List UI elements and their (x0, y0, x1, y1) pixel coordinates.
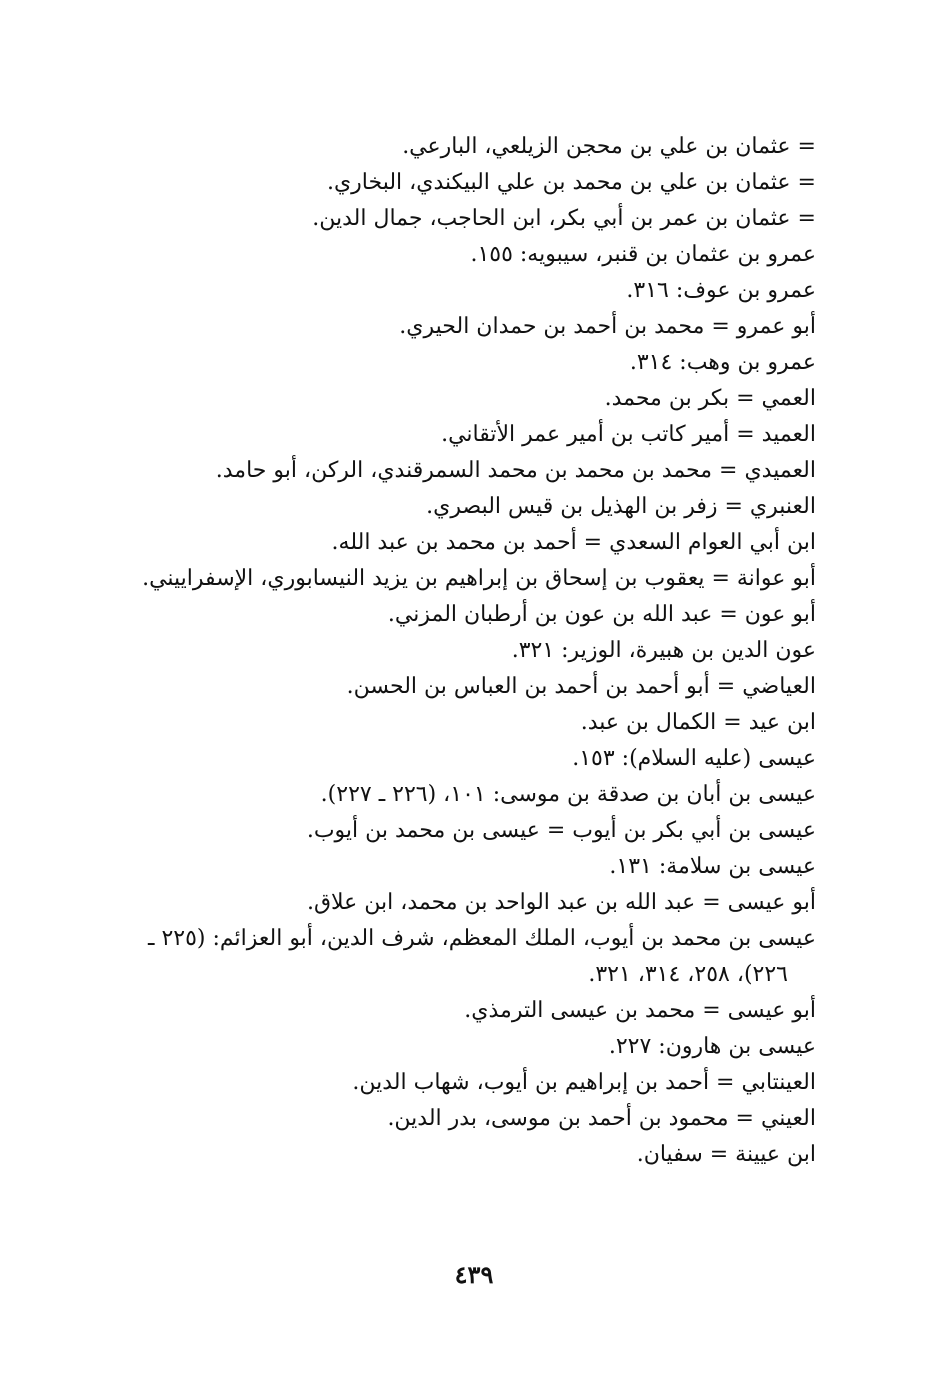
index-entry: عيسى بن أبي بكر بن أيوب = عيسى بن محمد بن أيوب. (306, 818, 816, 843)
index-entry: أبو عمرو = محمد بن أحمد بن حمدان الحيري. (399, 314, 816, 339)
index-entry: أبو عيسى = عبد الله بن عبد الواحد بن محمد، ابن علاق. (306, 890, 816, 915)
index-entry: أبو عيسى = محمد بن عيسى الترمذي. (464, 998, 816, 1023)
index-entry: = عثمان بن عمر بن أبي بكر، ابن الحاجب، جمال الدين. (312, 206, 816, 231)
index-entry: العنبري = زفر بن الهذيل بن قيس البصري. (426, 494, 816, 519)
index-entry: عيسى بن أبان بن صدقة بن موسى: ١٠١، (٢٢٦ ـ ٢٢٧). (320, 782, 816, 807)
index-entry: أبو عوانة = يعقوب بن إسحاق بن إبراهيم بن يزيد النيسابوري، الإسفراييني. (142, 566, 816, 591)
index-entry: عمرو بن عثمان بن قنبر، سيبويه: ١٥٥. (470, 242, 816, 267)
index-entry: العميدي = محمد بن محمد بن محمد السمرقندي، الركن، أبو حامد. (215, 458, 816, 483)
index-entry: عمرو بن وهب: ٣١٤. (629, 350, 816, 375)
index-entry: ابن عيينة = سفيان. (636, 1142, 816, 1167)
index-entry: = عثمان بن علي بن محجن الزيلعي، البارعي. (402, 134, 816, 159)
index-entry: عمرو بن عوف: ٣١٦. (626, 278, 816, 303)
index-entry: العمي = بكر بن محمد. (604, 386, 816, 411)
index-entry: عيسى بن سلامة: ١٣١. (609, 854, 816, 879)
page-number: ٤٣٩ (454, 1260, 494, 1289)
index-entry: العينتابي = أحمد بن إبراهيم بن أيوب، شهاب الدين. (352, 1070, 816, 1095)
index-entry: العيني = محمود بن أحمد بن موسى، بدر الدين. (387, 1106, 816, 1131)
index-entry: ابن عيد = الكمال بن عبد. (580, 710, 816, 735)
index-entry: العياضي = أبو أحمد بن أحمد بن العباس بن الحسن. (346, 674, 816, 699)
index-entry: = عثمان بن علي بن محمد بن علي البيكندي، البخاري. (326, 170, 816, 195)
index-entry: ابن أبي العوام السعدي = أحمد بن محمد بن عبد الله. (331, 530, 816, 555)
index-entry: العميد = أمير كاتب بن أمير عمر الأتقاني. (441, 422, 816, 447)
index-entry-continuation: ٢٢٦)، ٢٥٨، ٣١٤، ٣٢١. (588, 962, 788, 987)
index-entry-list (86, 129, 816, 1173)
index-entry: عيسى بن هارون: ٢٢٧. (608, 1034, 816, 1059)
index-entry: عون الدين بن هبيرة، الوزير: ٣٢١. (511, 638, 816, 663)
index-entry: أبو عون = عبد الله بن عون بن أرطبان المزني. (387, 602, 816, 627)
index-entry: عيسى بن محمد بن أيوب، الملك المعظم، شرف الدين، أبو العزائم: (٢٢٥ ـ (147, 926, 816, 951)
index-entry: عيسى (عليه السلام): ١٥٣. (572, 746, 816, 771)
